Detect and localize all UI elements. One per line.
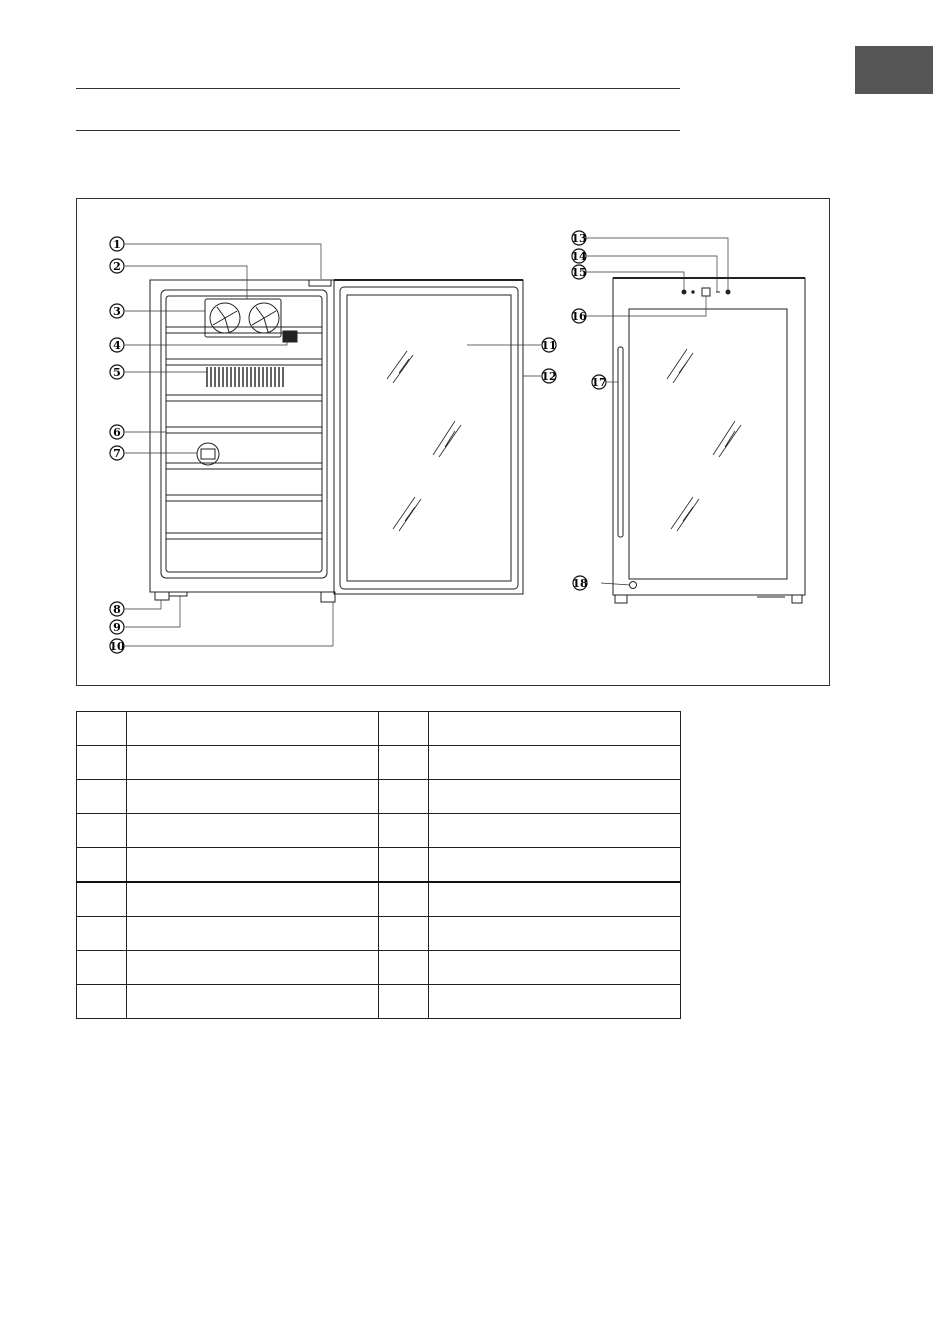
table-row [77,985,681,1019]
callout-15 [571,265,586,279]
callout-7 [110,446,124,460]
callout-8 [110,602,124,616]
table-row [77,746,681,780]
front-view-body [613,278,805,595]
callout-6 [110,425,124,439]
svg-text:5: 5 [113,366,121,379]
thermostat-knob [197,443,219,465]
svg-text:12: 12 [541,370,557,383]
callout-3 [110,304,124,318]
callout-17 [591,375,606,389]
svg-text:9: 9 [113,621,121,634]
front-glass-reflection [667,349,741,531]
foot-left [155,592,169,600]
svg-text:10: 10 [109,640,125,653]
svg-text:3: 3 [113,305,121,318]
table-row [77,848,681,883]
svg-text:4: 4 [113,339,121,352]
appliance-diagram [76,198,830,686]
svg-text:7: 7 [113,447,121,460]
svg-text:1: 1 [113,238,121,251]
front-control-panel [682,288,730,296]
control-strip [309,280,331,286]
callout-10 [109,639,125,653]
callout-2 [110,259,124,273]
svg-text:15: 15 [571,266,587,279]
glass-pane [347,295,511,581]
table-row [77,712,681,746]
door-handle [618,347,623,537]
table-row [77,882,681,917]
svg-text:6: 6 [113,426,121,439]
glass-door-frame [334,280,523,594]
svg-text:17: 17 [591,376,607,389]
callout-14 [571,249,587,263]
shelves [166,327,322,539]
vent-grille [207,367,283,387]
language-tab [855,46,933,94]
callout-1 [110,237,124,251]
svg-text:16: 16 [571,310,587,323]
callout-9 [110,620,124,634]
svg-text:11: 11 [541,339,557,352]
table-row [77,917,681,951]
callout-4 [110,338,124,352]
table-row [77,780,681,814]
door-lock [630,582,637,589]
fan-assembly [205,299,281,337]
svg-text:8: 8 [113,603,121,616]
callout-11 [541,338,556,352]
callout-18 [572,576,588,590]
callout-16 [571,309,587,323]
header-rule-top [76,88,680,89]
foot-right [321,592,335,602]
table-row [77,951,681,985]
svg-text:18: 18 [572,577,588,590]
front-view-glass [629,309,787,579]
parts-table [76,711,681,1019]
glass-reflection [387,351,461,531]
svg-text:2: 2 [113,260,121,273]
svg-text:14: 14 [571,250,587,263]
svg-text:13: 13 [571,232,587,245]
table-row [77,814,681,848]
header-rule-bottom [76,130,680,131]
callout-13 [571,231,586,245]
callout-5 [110,365,124,379]
callout-markers [109,231,606,653]
callout-12 [541,369,556,383]
